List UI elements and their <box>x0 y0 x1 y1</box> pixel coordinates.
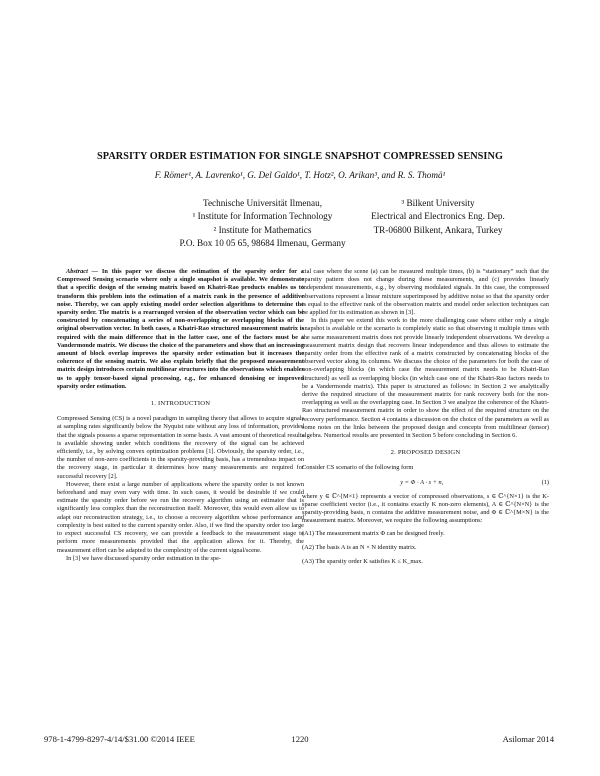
abstract-label: Abstract — <box>66 268 99 275</box>
equation-body: y = Φ · A · s + n, <box>400 478 444 486</box>
paper-title: SPARSITY ORDER ESTIMATION FOR SINGLE SNAPSHOT COMPRESSED SENSING <box>97 151 503 162</box>
intro-paragraph: Compressed Sensing (CS) is a novel paradigm in sampling theory that allows to acquire signals at sampling rates significantly below the Nyquist rate without any loss of information, provided that the signals possess a sparse representation in some basis. A vast amount of theoretical results is available showing under which conditions the recovery of the signal can be achieved efficiently, i.e., by solving convex optimization problems [1]. Obviously, the sparsity order, i.e., the number of non-zero coefficients in the sparsity-providing basis, has a tremendous impact on the recovery stage, in particular it determines how many measurements are required for successful recovery [2]. <box>57 415 304 480</box>
left-column <box>57 268 304 563</box>
assumption-item: (A3) The sparsity order K satisfies K ≤ K_max. <box>302 558 423 566</box>
affiliation-line: Electrical and Electronics Eng. Dep. <box>371 211 505 222</box>
body-paragraph: In this paper we extend this work to the more challenging case where either only a single snapshot is available or the scenario is completely static so that observing it multiple times with the same measurement matrix does not provide linearly independent observations. We develop a measurement matrix design that recovers linear independence and thus allows to estimate the sparsity order from the effective rank of a matrix constructed by concatenating blocks of the observed vector along its columns. We discuss the choice of the parameters for both the case of non-overlapping blocks (in which case the measurement matrix needs to be Khatri-Rao structured) as well as overlapping blocks (in which case one of the Khatri-Rao factors needs to be a Vandermonde matrix). This paper is structured as follows: in Section 2 we analytically derive the required structure of the measurement matrix for rank recovery both for the non-overlapping as well as the overlapping case. In Section 3 we analyze the coherence of the Khatri-Rao structured measurement matrix in order to show the effect of the required structure on the recovery performance. Section 4 contains a discussion on the choice of the parameters as well as some notes on the links between the proposed design and concepts from multilinear (tensor) algebra. Numerical results are presented in Section 5 before concluding in Section 6. <box>302 317 549 440</box>
assumption-list <box>302 530 549 567</box>
equation-1 <box>302 479 549 487</box>
assumption-item: (A2) The basis A is an N × N identity matrix. <box>302 543 417 551</box>
affiliation-line: ² Institute for Mathematics <box>213 224 312 235</box>
affiliation-line: ¹ Institute for Information Technology <box>192 211 333 222</box>
abstract-text: In this paper we discuss the estimation of the sparsity order for a Compressed Sensing scenario where only a single snapshot is available. We demonstrate that a specific design of the sensing matrix based on Khatri-Rao products enables us to transform this problem into the estimation of a matrix rank in the presence of additive noise. Thereby, we can apply existing model order selection algorithms to determine the sparsity order. The matrix is a rearranged version of the observation vector which can be constructed by concatenating a series of non-overlapping or overlapping blocks of the original observation vector. In both cases, a Khatri-Rao structured measurement matrix is required with the main difference that in the latter case, one of the factors must be a Vandermonde matrix. We discuss the choice of the parameters and show that an increasing amount of block overlap improves the sparsity order estimation but it increases the coherence of the sensing matrix. We also explain briefly that the proposed measurement matrix design introduces certain multilinear structures into the observations which enables us to apply tensor-based signal processing, e.g., for enhanced denoising or improved sparsity order estimation. <box>57 268 304 390</box>
body-paragraph: where y ∈ ℂ^{M×1} represents a vector of compressed observations, s ∈ ℂ^{N×1} is the K-sparse coefficient vector (i.e., it contains exactly K non-zero elements), A ∈ ℂ^{N×N} is the sparsity-providing basis, n contains the additive measurement noise, and Φ ∈ ℂ^{M×N} is the measurement matrix. Moreover, we require the following assumptions: <box>302 492 549 525</box>
body-paragraph: cial case where the scene (a) can be measured multiple times, (b) is “stationary” such that the sparsity pattern does not change during these measurements, and (c) provides linearly independent measurements, e.g., by observing modulated signals. In this case, the compressed observations represent a linear mixture superimposed by additive noise so that the sparsity order is equal to the effective rank of the observation matrix and model order selection techniques can be applied for its estimation as shown in [3]. <box>302 268 549 317</box>
footer-venue: Asilomar 2014 <box>502 734 554 744</box>
affiliation-right <box>358 197 518 237</box>
affiliation-line: ³ Bilkent University <box>401 198 475 208</box>
intro-paragraph: In [3] we have discussed sparsity order estimation in the spe- <box>66 554 222 562</box>
affiliation-line: P.O. Box 10 05 65, 98684 Ilmenau, Germany <box>179 238 346 249</box>
footer-page-number: 1220 <box>291 734 309 744</box>
assumption-item: (A1) The measurement matrix Φ can be designed freely. <box>302 529 445 537</box>
affiliation-left <box>160 197 365 251</box>
right-column <box>302 268 549 572</box>
author-list: F. Römer¹, A. Lavrenko¹, G. Del Galdo¹, T. Hotz², O. Arikan³, and R. S. Thomä¹ <box>154 170 446 180</box>
affiliation-line: TR-06800 Bilkent, Ankara, Turkey <box>373 224 503 235</box>
equation-number: (1) <box>541 478 549 486</box>
body-paragraph: Consider CS scenario of the following form <box>302 464 414 472</box>
intro-paragraph: However, there exist a large number of applications where the sparsity order is not known beforehand and may even vary with time. In such cases, it would be desirable if we could estimate the sparsity order before we run the recovery algorithm using an estimator that is significantly less complex than the reconstruction itself. Moreover, this would even allow us to adapt our reconstruction strategy, i.e., to choose a recovery algorithm whose performance and complexity is best suited to the current sparsity order. Also, if we find the sparsity order too large to expect successful CS recovery, we can provide a feedback to the measurement stage to perform more measurements provided that the application allows for it. Thereby, the measurement effort can be adapted to the complexity of the current signal/scene. <box>57 480 304 554</box>
abstract <box>57 268 304 391</box>
section-heading-introduction: 1. INTRODUCTION <box>150 400 211 408</box>
footer-copyright: 978-1-4799-8297-4/14/$31.00 ©2014 IEEE <box>44 734 195 744</box>
affiliation-line: Technische Universität Ilmenau, <box>202 198 322 208</box>
section-heading-proposed-design: 2. PROPOSED DESIGN <box>390 449 461 457</box>
